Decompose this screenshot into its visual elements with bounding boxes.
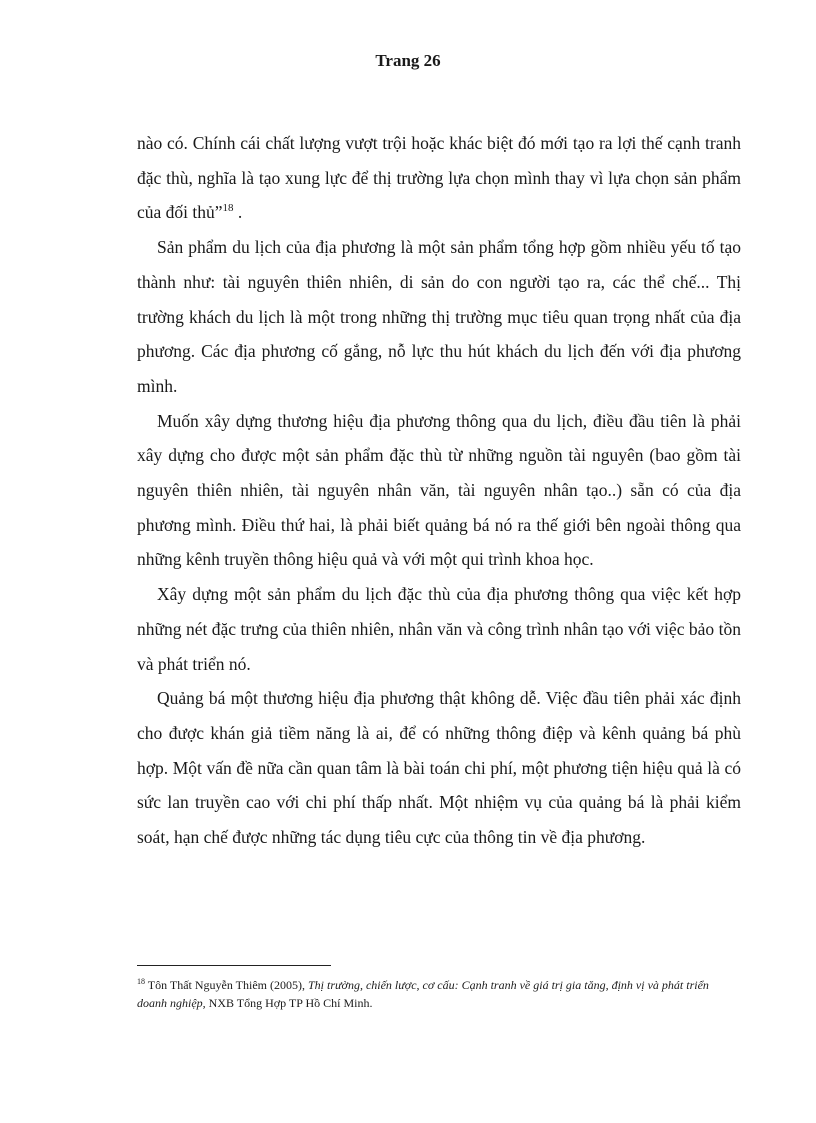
paragraph-3: Muốn xây dựng thương hiệu địa phương thông qua du lịch, điều đầu tiên là phải xây dựng cho được một sản phẩm đặc thù từ những nguồn tài nguyên (bao gồm tài nguyên thiên nhiên, tài nguyên nhân văn, tài nguyên nhân tạo..) sẵn có của địa phương mình. Điều thứ hai, là phải biết quảng bá nó ra thế giới bên ngoài thông qua những kênh truyền thông hiệu quả và với một qui trình khoa học. <box>137 410 741 570</box>
paragraph-1 <box>137 126 741 230</box>
footnote-reference[interactable]: 18 <box>222 202 234 215</box>
footnote <box>137 976 741 1012</box>
footnote-divider <box>137 965 331 966</box>
footnote-publisher: NXB Tổng Hợp TP Hồ Chí Minh. <box>205 996 373 1010</box>
footnote-number: 18 <box>137 977 145 986</box>
paragraph-5: Quảng bá một thương hiệu địa phương thật không dễ. Việc đầu tiên phải xác định cho được khán giả tiềm năng là ai, để có những thông điệp và kênh quảng bá phù hợp. Một vấn đề nữa cần quan tâm là bài toán chi phí, một phương tiện hiệu quả là có sức lan truyền cao với chi phí thấp nhất. Một nhiệm vụ của quảng bá là phải kiểm soát, hạn chế được những tác dụng tiêu cực của thông tin về địa phương. <box>137 688 741 848</box>
paragraph-1-trail: . <box>233 202 243 223</box>
document-body <box>137 126 741 855</box>
footnote-title: Thị trường, chiến lược, cơ cấu: Cạnh tranh về giá trị gia tăng, định vị và phát triển doanh nghiệp, <box>137 978 709 1010</box>
paragraph-4: Xây dựng một sản phẩm du lịch đặc thù của địa phương thông qua việc kết hợp những nét đặc trưng của thiên nhiên, nhân văn và công trình nhân tạo với việc bảo tồn và phát triển nó. <box>137 584 741 674</box>
paragraph-2: Sản phẩm du lịch của địa phương là một sản phẩm tổng hợp gồm nhiều yếu tố tạo thành như: tài nguyên thiên nhiên, di sản do con người tạo ra, các thể chế... Thị trường khách du lịch là một trong những thị trường mục tiêu quan trọng nhất của địa phương. Các địa phương cố gắng, nỗ lực thu hút khách du lịch đến với địa phương mình. <box>137 237 741 396</box>
footnote-author: Tôn Thất Nguyễn Thiêm (2005), <box>145 978 308 992</box>
paragraph-1-text: nào có. Chính cái chất lượng vượt trội hoặc khác biệt đó mới tạo ra lợi thế cạnh tranh đặc thù, nghĩa là tạo xung lực để thị trường lựa chọn mình thay vì lựa chọn sản phẩm của đối thủ” <box>137 133 741 223</box>
page-title: Trang 26 <box>375 51 441 70</box>
